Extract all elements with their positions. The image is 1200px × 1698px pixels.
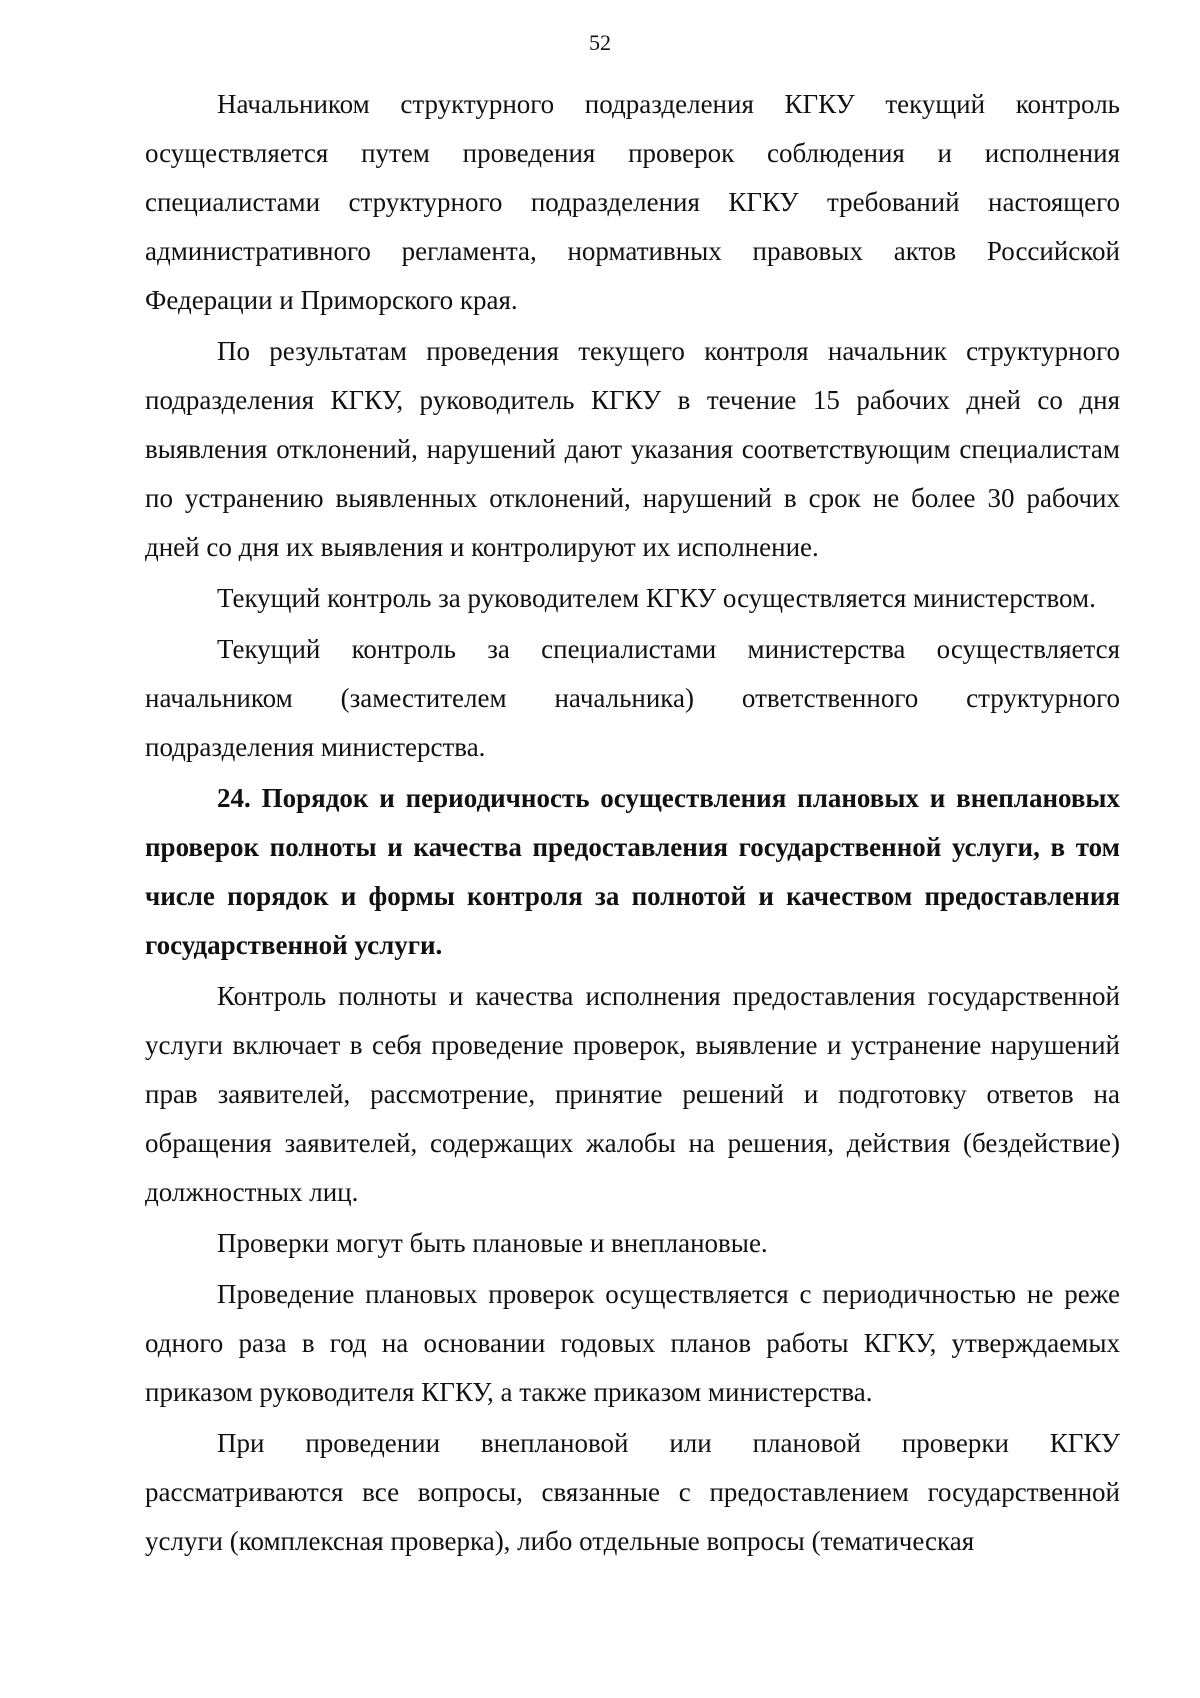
paragraph-control-of-director: Текущий контроль за руководителем КГКУ осуществляется министерством. [217,583,1096,613]
section-heading-24: 24. Порядок и периодичность осуществления плановых и внеплановых проверок полноты и качества предоставления государственной услуги, в том числе порядок и формы контроля за полнотой и качеством предоставления государственной услуги. [145,783,1120,960]
paragraph-quality-control-scope: Контроль полноты и качества исполнения предоставления государственной услуги включает в себя проведение проверок, выявление и устранение нарушений прав заявителей, рассмотрение, принятие решений и подготовку ответов на обращения заявителей, содержащих жалобы на решения, действия (бездействие) должностных лиц. [145,981,1120,1207]
paragraph-control-of-ministry-specialists: Текущий контроль за специалистами министерства осуществляется начальником (заместителем начальника) ответственного структурного подразделения министерства. [145,634,1120,762]
paragraph-inspection-types: Проверки могут быть плановые и внеплановые. [217,1228,768,1258]
paragraph-control-results: По результатам проведения текущего контроля начальник структурного подразделения КГКУ, руководитель КГКУ в течение 15 рабочих дней со дня выявления отклонений, нарушений дают указания соответствующим специалистам по устранению выявленных отклонений, нарушений в срок не более 30 рабочих дней со дня их выявления и контролируют их исполнение. [145,336,1120,562]
paragraph-inspection-questions: При проведении внеплановой или плановой проверки КГКУ рассматриваются все вопросы, связанные с предоставлением государственной услуги (комплексная проверка), либо отдельные вопросы (тематическая [145,1428,1120,1556]
paragraph-planned-inspections: Проведение плановых проверок осуществляется с периодичностью не реже одного раза в год на основании годовых планов работы КГКУ, утверждаемых приказом руководителя КГКУ, а также приказом министерства. [145,1279,1120,1407]
page-number: 52 [589,30,611,55]
paragraph-current-control-by-head: Начальником структурного подразделения КГКУ текущий контроль осуществляется путем проведения проверок соблюдения и исполнения специалистами структурного подразделения КГКУ требований настоящего административного регламента, нормативных правовых актов Российской Федерации и Приморского края. [145,89,1120,315]
document-body [145,80,1120,1568]
